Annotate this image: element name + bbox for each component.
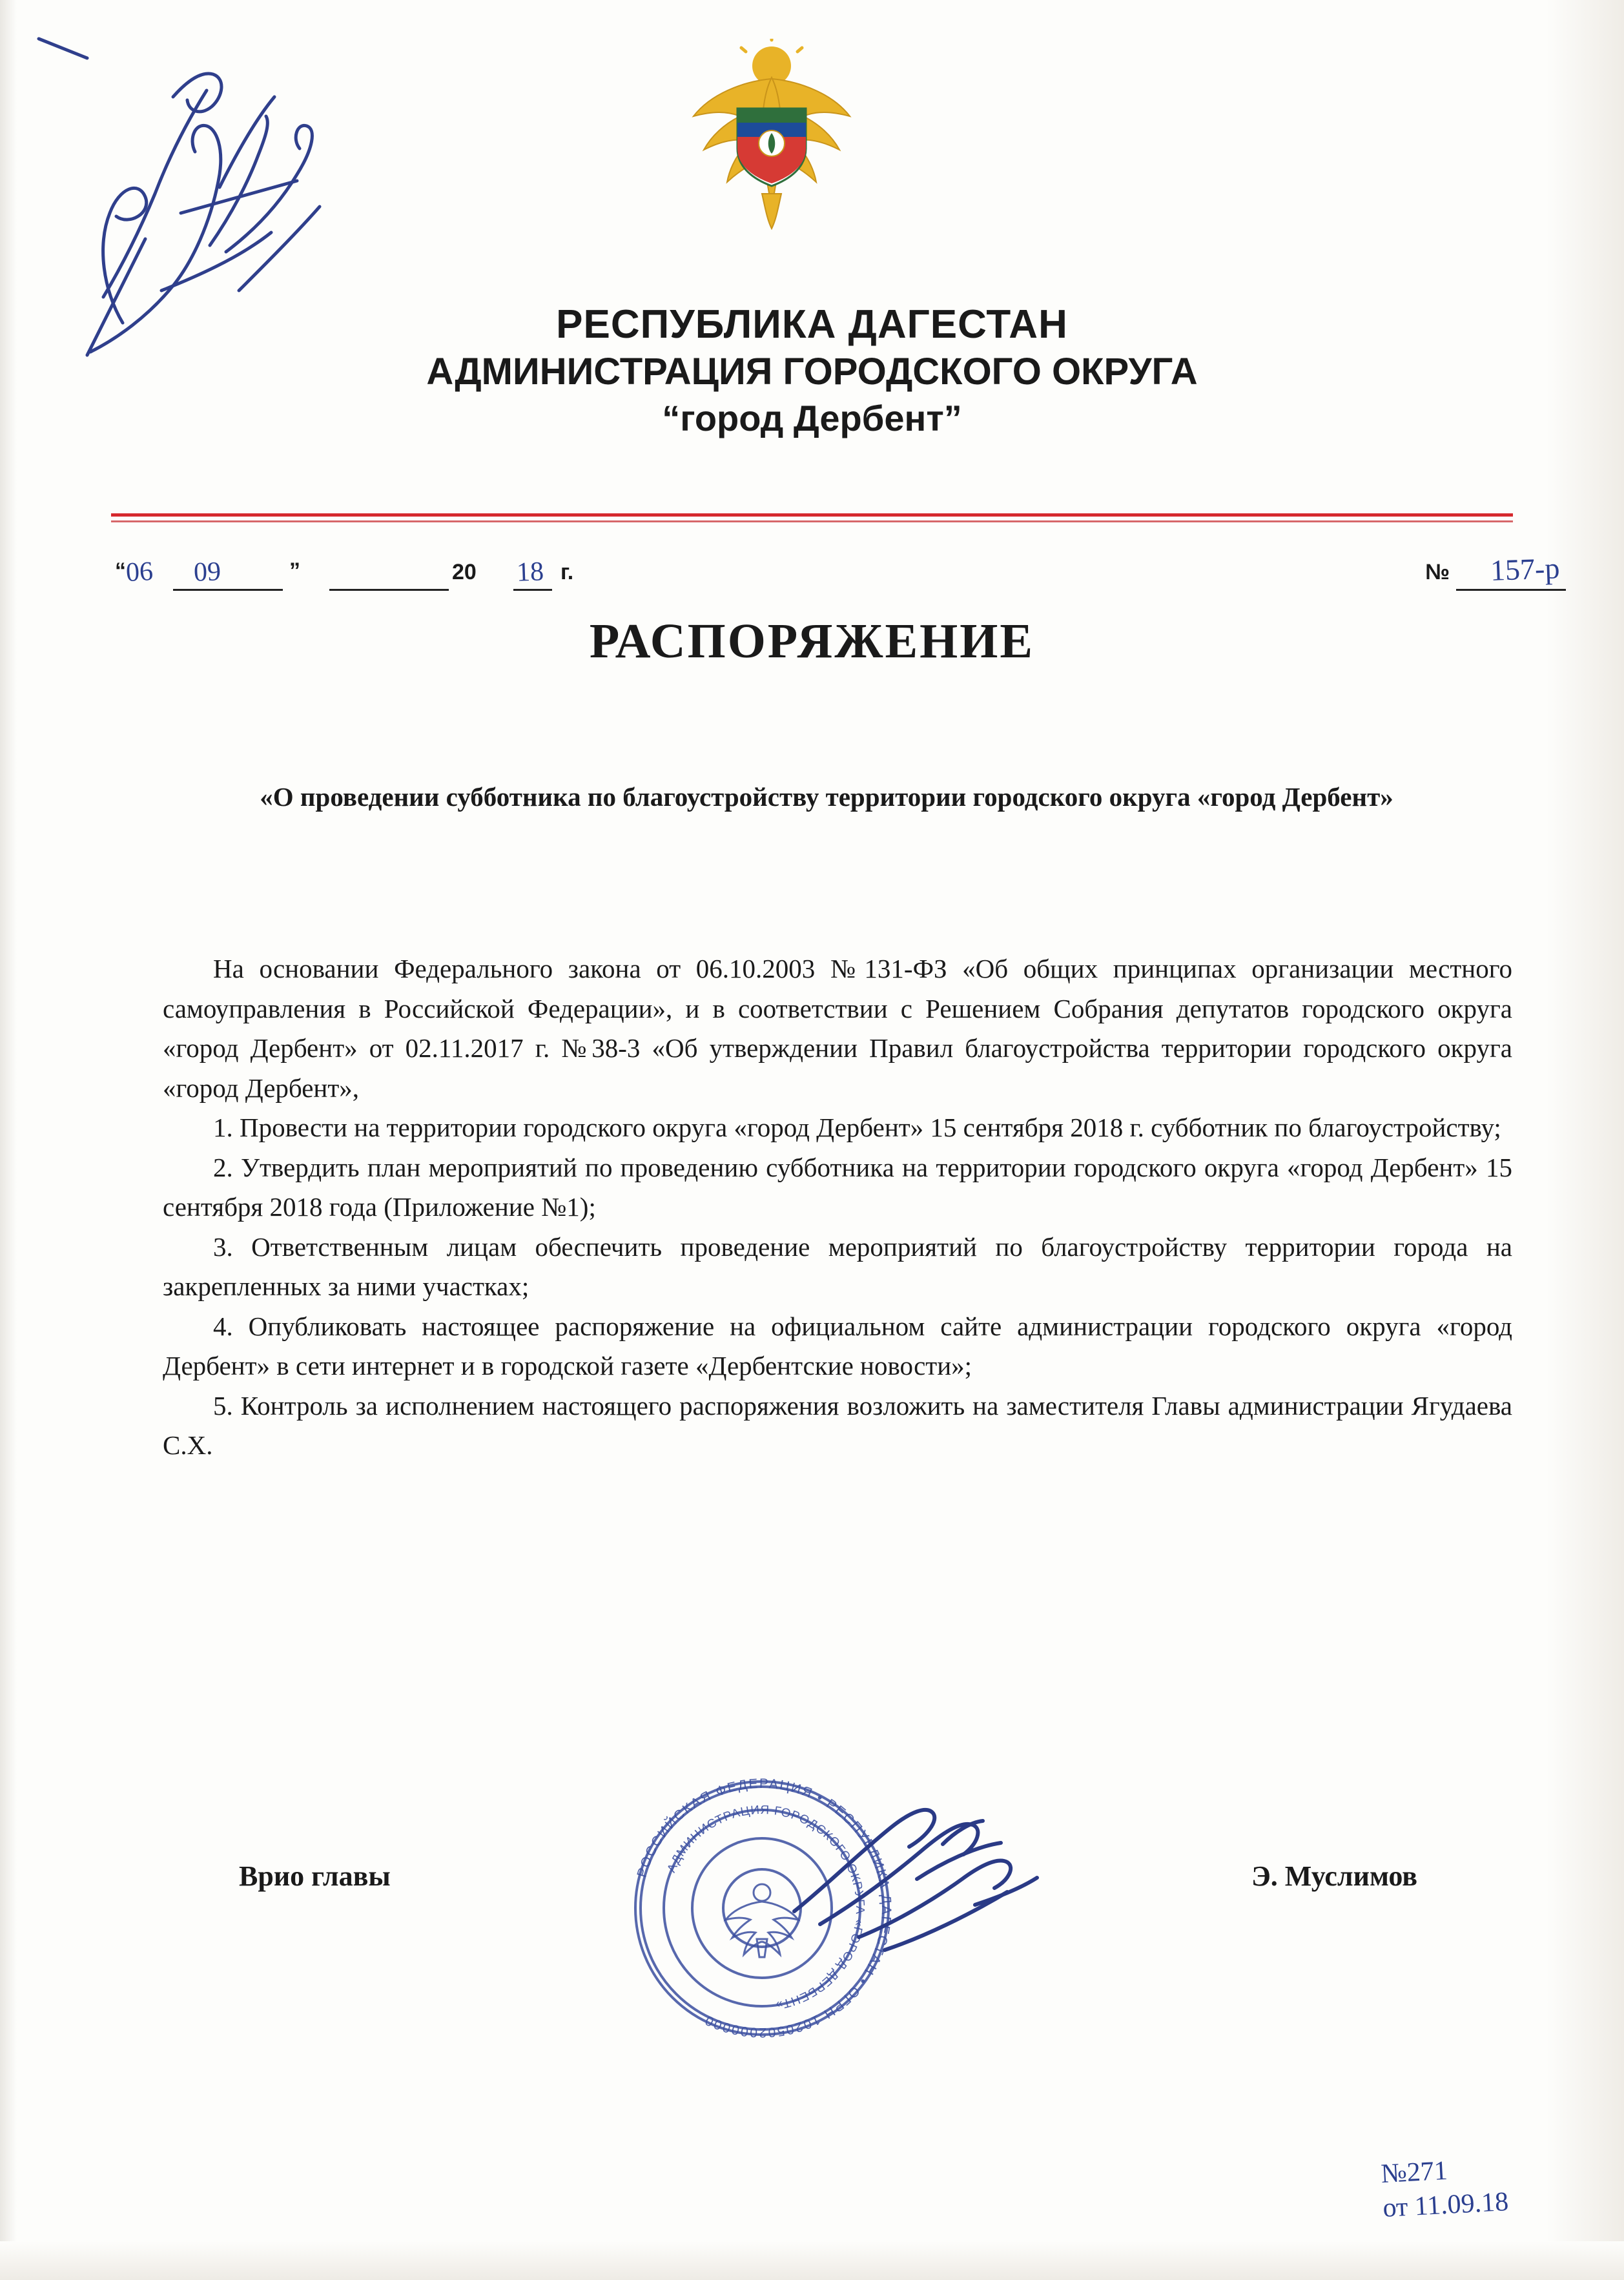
number-blank: [1456, 589, 1566, 591]
svg-text:АДМИНИСТРАЦИЯ ГОРОДСКОГО ОКРУГ: АДМИНИСТРАЦИЯ ГОРОДСКОГО ОКРУГА «ГОРОД ДЕРБЕНТ»: [664, 1803, 867, 2012]
handwritten-signature: [781, 1782, 1053, 1995]
header-line-city: “город Дербент”: [662, 397, 962, 438]
date-year-prefix: 20: [452, 560, 477, 584]
body-paragraph: 5. Контроль за исполнением настоящего распоряжения возложить на заместителя Главы администрации Ягудаева С.Х.: [163, 1390, 1512, 1460]
document-title: РАСПОРЯЖЕНИЕ: [589, 614, 1035, 668]
date-and-number-line: [0, 552, 1624, 597]
signature-name: Э. Муслимов: [1251, 1860, 1417, 1892]
document-body: [163, 949, 1512, 1466]
date-day-blank: [173, 589, 283, 591]
svg-text:РОССИЙСКАЯ ФЕДЕРАЦИЯ • РЕСПУБЛ: РОССИЙСКАЯ ФЕДЕРАЦИЯ • РЕСПУБЛИКА ДАГЕСТАН • ОГРН 1020502000000: [634, 1776, 894, 2040]
body-paragraph: 2. Утвердить план мероприятий по проведению субботника на территории городского округа «город Дербент» 15 сентября 2018 года (Приложение №1);: [163, 1152, 1512, 1222]
registration-note-line-1: №271: [1380, 2155, 1449, 2190]
handwritten-registration-note: [1381, 2151, 1510, 2225]
body-paragraph: 1. Провести на территории городского округа «город Дербент» 15 сентября 2018 г. субботник по благоустройству;: [213, 1113, 1501, 1142]
organization-header: [0, 302, 1624, 439]
date-month-blank: [329, 589, 449, 591]
handwritten-day: 06: [125, 556, 154, 588]
body-paragraph: 3. Ответственным лицам обеспечить проведение мероприятий по благоустройству территории города на закрепленных за ними участках;: [163, 1231, 1512, 1301]
scan-edge-bottom: [0, 2241, 1624, 2280]
date-quote-open: “: [115, 559, 126, 583]
date-quote-close: ”: [289, 559, 300, 583]
handwritten-document-number: 157-р: [1489, 551, 1560, 587]
handwritten-month: 09: [193, 557, 221, 588]
registration-note-line-2: от 11.09.18: [1382, 2186, 1510, 2223]
coat-of-arms-icon: [665, 39, 878, 232]
header-divider-rule-secondary: [111, 520, 1513, 522]
date-year-suffix: г.: [560, 560, 574, 584]
body-paragraph: 4. Опубликовать настоящее распоряжение на официальном сайте администрации городского округа «город Дербент» в сети интернет и в городской газете «Дербентские новости»;: [163, 1311, 1512, 1381]
body-paragraph: На основании Федерального закона от 06.10.2003 №131-ФЗ «Об общих принципах организации местного самоуправления в Российской Федерации», и в соответствии с Решением Собрания депутатов городского округа «город Дербент» от 02.11.2017 г. №38-3 «Об утверждении Правил благоустройства территории городского округа «город Дербент»,: [163, 954, 1512, 1103]
signature-role: Врио главы: [239, 1860, 391, 1892]
date-year-blank: [513, 589, 552, 591]
header-line-administration: АДМИНИСТРАЦИЯ ГОРОДСКОГО ОКРУГА: [426, 350, 1198, 393]
header-divider-rule: [111, 513, 1513, 517]
number-sign-label: №: [1425, 560, 1450, 584]
header-line-republic: РЕСПУБЛИКА ДАГЕСТАН: [556, 302, 1068, 347]
document-subject: «О проведении субботника по благоустройству территории городского округа «город Дербент»: [260, 782, 1393, 812]
handwritten-year: 18: [516, 557, 544, 588]
